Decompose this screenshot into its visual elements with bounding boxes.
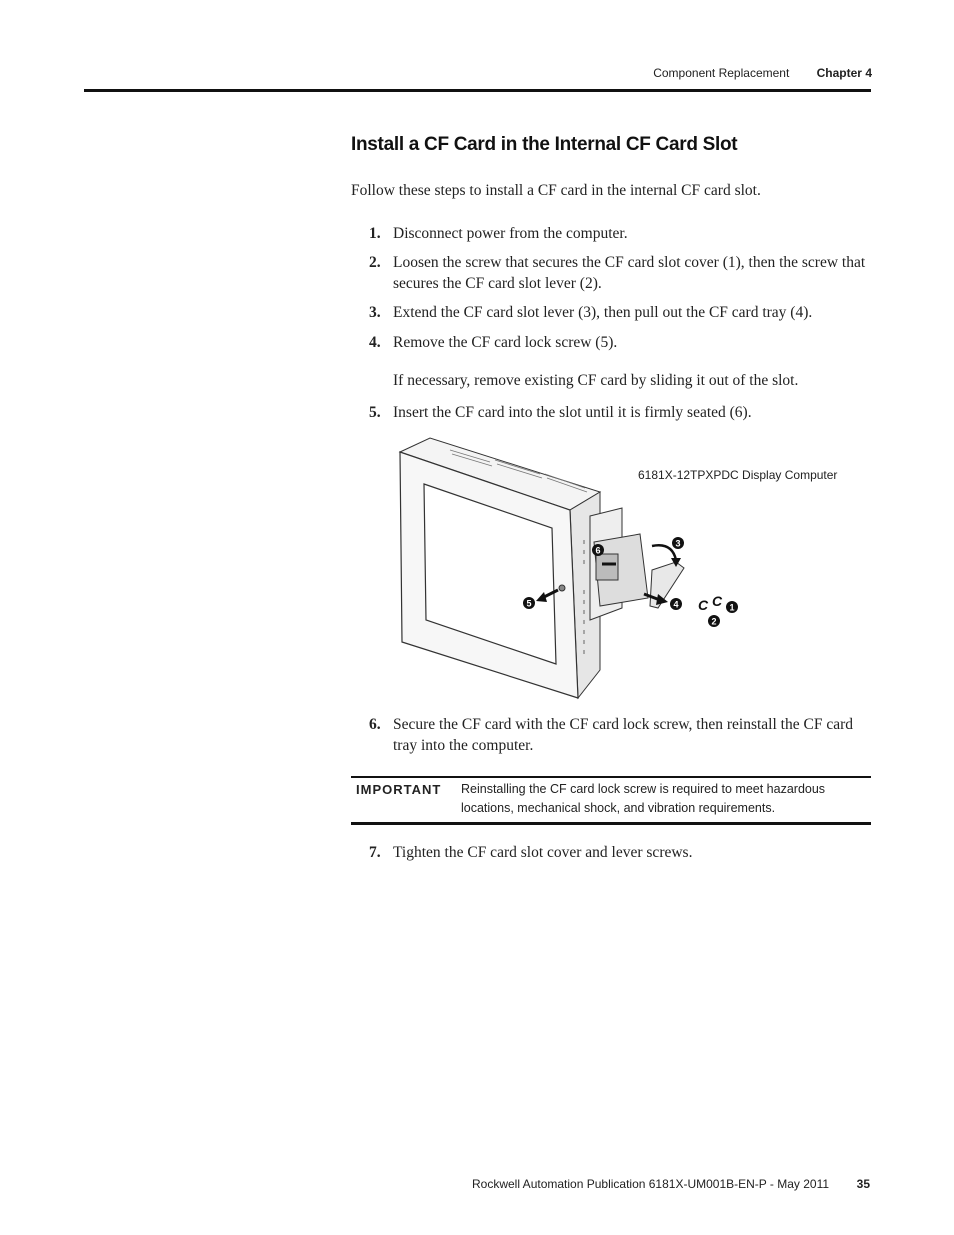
svg-text:1: 1 bbox=[729, 602, 735, 613]
step-number: 3. bbox=[369, 304, 381, 321]
important-bottom-rule bbox=[351, 822, 871, 825]
callout-3 bbox=[672, 537, 684, 549]
step-6 bbox=[351, 714, 871, 756]
important-text: Reinstalling the CF card lock screw is required to meet hazardous locations, mechanical shock, and vibration requirements. bbox=[461, 782, 826, 815]
svg-text:2: 2 bbox=[711, 616, 717, 627]
page-title: Install a CF Card in the Internal CF Card Slot bbox=[351, 134, 738, 155]
step-4-note: If necessary, remove existing CF card by sliding it out of the slot. bbox=[393, 372, 799, 389]
step-text: Tighten the CF card slot cover and lever screws. bbox=[393, 844, 693, 861]
svg-text:4: 4 bbox=[673, 599, 679, 610]
callout-5 bbox=[523, 597, 535, 609]
header-chapter: Chapter 4 bbox=[816, 66, 872, 80]
step-number: 5. bbox=[369, 404, 381, 421]
cf-card-install-figure bbox=[390, 430, 830, 702]
step-text: Disconnect power from the computer. bbox=[393, 225, 628, 242]
svg-text:5: 5 bbox=[526, 598, 532, 609]
lever-arrow bbox=[652, 545, 676, 560]
step-text: Insert the CF card into the slot until it is firmly seated (6). bbox=[393, 404, 752, 421]
step-4 bbox=[351, 332, 871, 353]
step-2 bbox=[351, 252, 871, 294]
step-text: Loosen the screw that secures the CF card slot cover (1), then the screw that secures the CF card slot lever (2). bbox=[393, 254, 866, 292]
lock-screw bbox=[559, 585, 565, 591]
callout-4 bbox=[670, 598, 682, 610]
svg-text:6: 6 bbox=[595, 545, 601, 556]
footer-publication: Rockwell Automation Publication 6181X-UM001B-EN-P - May 2011 bbox=[472, 1177, 830, 1191]
step-text: Remove the CF card lock screw (5). bbox=[393, 334, 618, 351]
running-header bbox=[653, 66, 872, 80]
callout-2 bbox=[708, 615, 720, 627]
page-number: 35 bbox=[856, 1177, 870, 1191]
svg-text:3: 3 bbox=[675, 538, 681, 549]
step-1 bbox=[351, 223, 871, 244]
step-number: 7. bbox=[369, 844, 381, 861]
callout-1 bbox=[726, 601, 738, 613]
important-top-rule bbox=[351, 776, 871, 778]
intro-paragraph: Follow these steps to install a CF card in the internal CF card slot. bbox=[351, 182, 761, 199]
header-section: Component Replacement bbox=[653, 66, 790, 80]
screw-icon: C bbox=[712, 593, 723, 609]
important-note bbox=[351, 776, 871, 825]
screw-icon: C bbox=[698, 597, 709, 613]
header-rule bbox=[84, 89, 871, 92]
step-text: Secure the CF card with the CF card lock screw, then reinstall the CF card tray into the computer. bbox=[393, 716, 853, 754]
callout-6 bbox=[592, 544, 604, 556]
step-5 bbox=[351, 402, 871, 423]
step-number: 6. bbox=[369, 716, 381, 733]
step-number: 4. bbox=[369, 334, 381, 351]
step-number: 1. bbox=[369, 225, 381, 242]
step-3 bbox=[351, 302, 871, 323]
important-label: IMPORTANT bbox=[356, 782, 442, 797]
step-text: Extend the CF card slot lever (3), then pull out the CF card tray (4). bbox=[393, 304, 813, 321]
figure-caption: 6181X-12TPXPDC Display Computer bbox=[638, 468, 838, 482]
cf-card bbox=[596, 554, 618, 580]
step-7 bbox=[351, 842, 871, 863]
step-number: 2. bbox=[369, 254, 381, 271]
